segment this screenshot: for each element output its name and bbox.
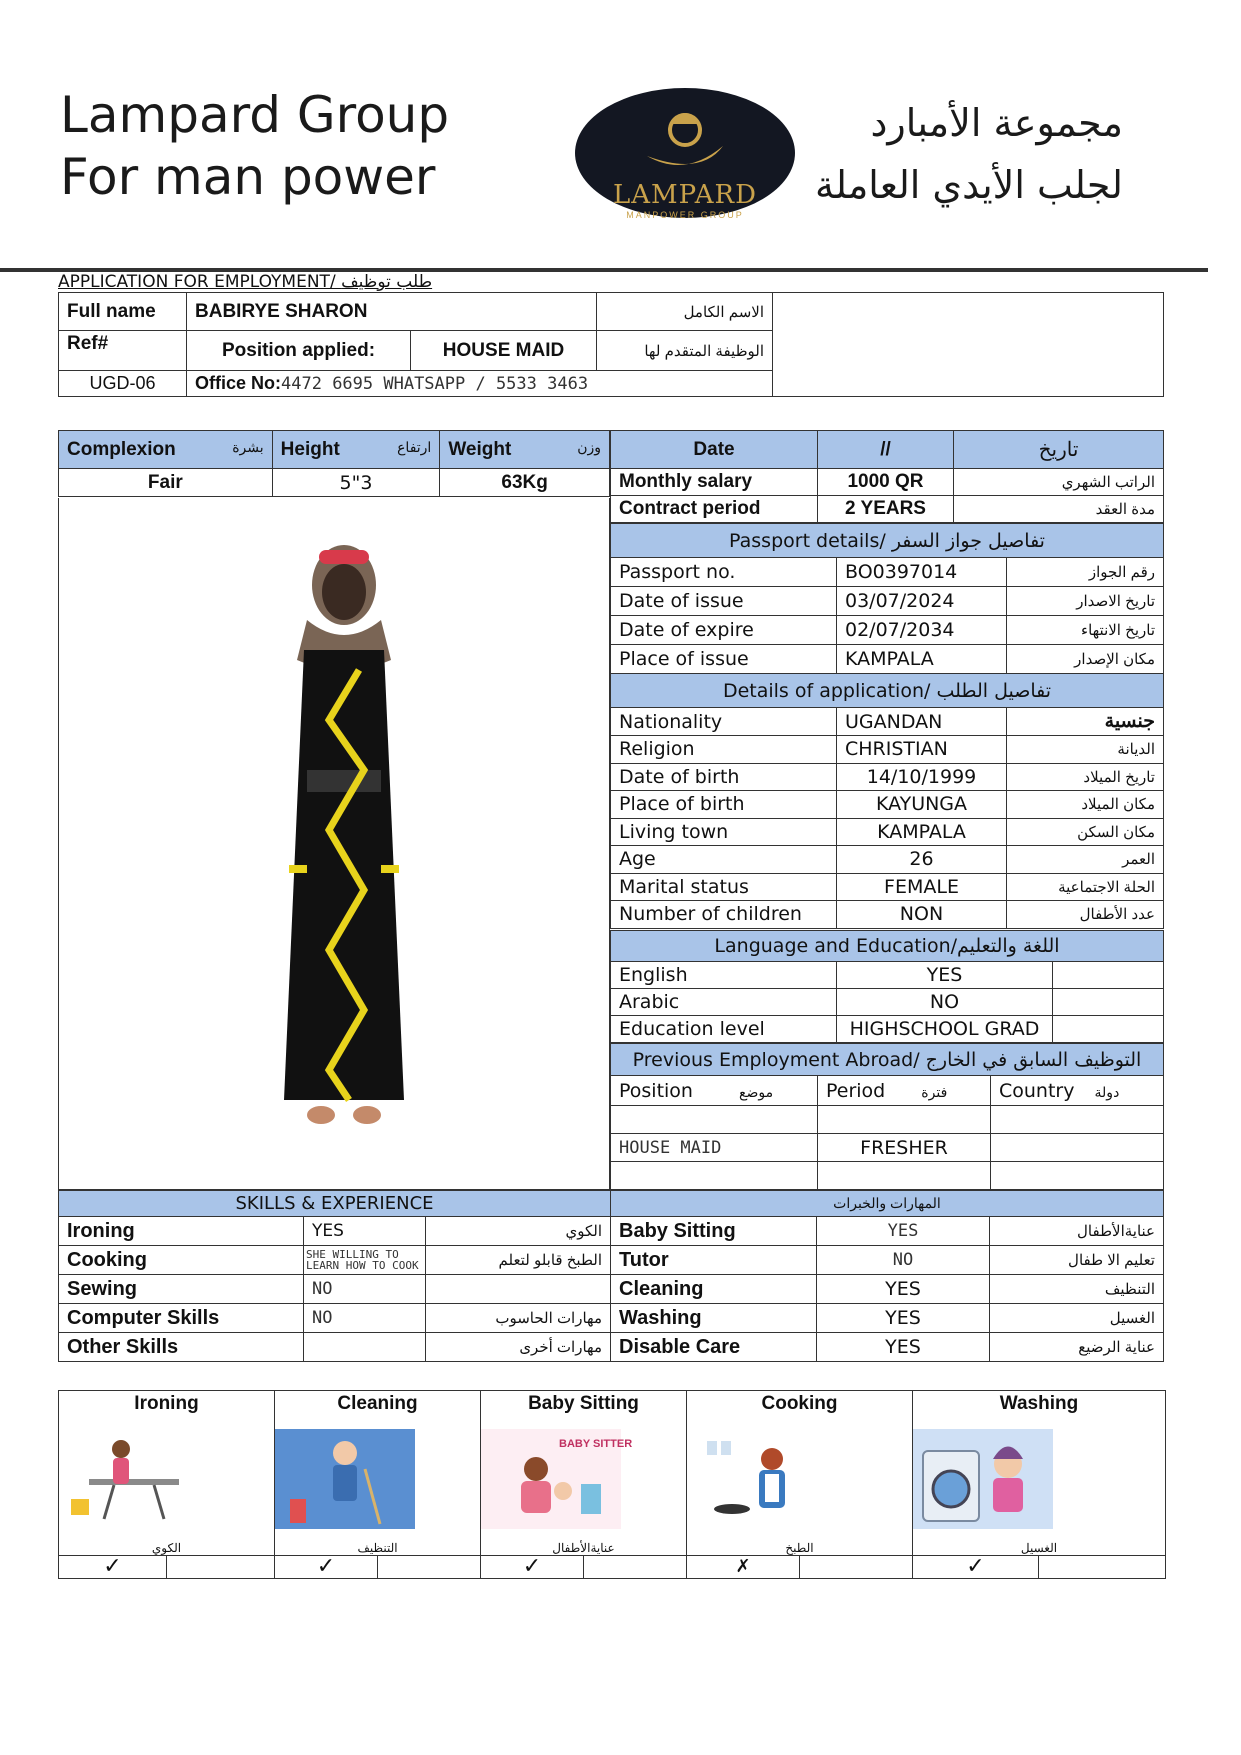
baby-sitting-check-mark: ✓ — [481, 1556, 584, 1578]
complexion-label: Complexion — [67, 438, 176, 460]
details-heading: Details of application/ تفاصيل الطلب — [611, 674, 1164, 708]
height-ar: ارتفاع — [397, 438, 432, 455]
children-label: Number of children — [611, 901, 837, 929]
skill-tutor-label: Tutor — [611, 1246, 817, 1275]
passport-no-label: Passport no. — [611, 558, 837, 587]
date-ar: تاريخ — [954, 431, 1164, 469]
age-label: Age — [611, 846, 837, 874]
height-value: 5"3 — [272, 469, 440, 497]
emp-country-header — [991, 1076, 1164, 1106]
english-label: English — [611, 962, 837, 989]
skill-disable-care-ar: عناية الرضيع — [990, 1333, 1164, 1362]
icon-cell-washing — [913, 1391, 1166, 1556]
skills-heading-en: SKILLS & EXPERIENCE — [59, 1191, 611, 1217]
physical-table — [58, 430, 610, 497]
age-ar: العمر — [1007, 846, 1164, 874]
issue-date-ar: تاريخ الاصدار — [1007, 587, 1164, 616]
passport-heading: Passport details/ تفاصيل جواز السفر — [611, 524, 1164, 558]
language-heading: Language and Education/اللغة والتعليم — [611, 931, 1164, 962]
baby-sitting-icon — [481, 1429, 633, 1529]
skill-washing-ar: الغسيل — [990, 1304, 1164, 1333]
emp-position-ar: موضع — [739, 1084, 774, 1101]
living-town-value: KAMPALA — [837, 818, 1007, 846]
washing-icon — [913, 1429, 1053, 1529]
blank-cell — [818, 1106, 991, 1134]
passport-table — [610, 523, 1164, 674]
english-value: YES — [837, 962, 1053, 989]
marital-status-label: Marital status — [611, 873, 837, 901]
washing-check-mark: ✓ — [913, 1556, 1039, 1578]
skills-heading-ar: المهارات والخبرات — [611, 1191, 1164, 1217]
position-value: HOUSE MAID — [411, 331, 597, 371]
religion-value: CHRISTIAN — [837, 736, 1007, 764]
blank-cell — [991, 1106, 1164, 1134]
marital-status-ar: الحلة الاجتماعية — [1007, 873, 1164, 901]
skill-cleaning-value: YES — [817, 1275, 990, 1304]
blank-cell — [584, 1556, 686, 1578]
icon-cell-cleaning — [275, 1391, 481, 1556]
full-name-value: BABIRYE SHARON — [187, 293, 597, 331]
issue-date-label: Date of issue — [611, 587, 837, 616]
blank-cell — [1039, 1556, 1165, 1578]
weight-ar: وزن — [577, 438, 601, 455]
company-ar-line-1: مجموعة الأمبارد — [870, 101, 1123, 145]
expire-date-ar: تاريخ الانتهاء — [1007, 616, 1164, 645]
birth-place-ar: مكان الميلاد — [1007, 791, 1164, 819]
skill-ironing-value: YES — [304, 1217, 426, 1246]
company-name-ar — [815, 92, 1123, 216]
salary-ar: الراتب الشهري — [954, 469, 1164, 496]
skill-babysitting-label: Baby Sitting — [611, 1217, 817, 1246]
logo-subtitle: MANPOWER GROUP — [626, 210, 744, 220]
emp-position-header — [611, 1076, 818, 1106]
date-label: Date — [611, 431, 818, 469]
skill-tutor-value: NO — [817, 1246, 990, 1275]
salary-label: Monthly salary — [611, 469, 818, 496]
blank-cell — [991, 1134, 1164, 1162]
skill-tutor-ar: تعليم الا طفال — [990, 1246, 1164, 1275]
education-value: HIGHSCHOOL GRAD — [837, 1016, 1053, 1043]
office-label: Office No: — [195, 373, 282, 393]
emp-country-ar: دولة — [1094, 1084, 1120, 1101]
blank-cell — [1053, 989, 1164, 1016]
skill-computer-ar: مهارات الحاسوب — [426, 1304, 611, 1333]
company-logo — [575, 88, 795, 218]
issue-place-label: Place of issue — [611, 645, 837, 674]
height-header — [272, 431, 440, 469]
icon-label-baby-sitting: Baby Sitting — [528, 1393, 639, 1414]
skill-cooking-ar: الطبخ قابلو لتعلم — [426, 1246, 611, 1275]
full-name-ar-label: الاسم الكامل — [597, 293, 773, 331]
blank-cell — [378, 1556, 480, 1578]
weight-value: 63Kg — [440, 469, 610, 497]
nationality-label: Nationality — [611, 708, 837, 736]
office-value: 4472 6695 WHATSAPP / 5533 3463 — [281, 374, 589, 394]
age-value: 26 — [837, 846, 1007, 874]
dob-ar: تاريخ الميلاد — [1007, 763, 1164, 791]
passport-no-value: BO0397014 — [837, 558, 1007, 587]
education-label: Education level — [611, 1016, 837, 1043]
skill-other-ar: مهارات أخرى — [426, 1333, 611, 1362]
blank-cell — [818, 1162, 991, 1190]
company-name-en — [60, 84, 449, 208]
issue-place-ar: مكان الإصدار — [1007, 645, 1164, 674]
logo-hand-icon — [575, 94, 795, 184]
mark-cell-ironing — [59, 1556, 275, 1579]
skill-sewing-ar — [426, 1275, 611, 1304]
skill-babysitting-ar: عنايةالأطفال — [990, 1217, 1164, 1246]
mark-cell-cleaning — [275, 1556, 481, 1579]
applicant-photo-frame — [58, 498, 610, 1190]
cleaning-check-mark: ✓ — [275, 1556, 378, 1578]
full-name-label: Full name — [59, 293, 187, 331]
company-line-1: Lampard Group — [60, 86, 450, 144]
position-label: Position applied: — [187, 331, 411, 371]
complexion-header — [59, 431, 273, 469]
dob-value: 14/10/1999 — [837, 763, 1007, 791]
skill-computer-value: NO — [304, 1304, 426, 1333]
applicant-photo — [269, 540, 419, 1140]
skill-cleaning-ar: التنظيف — [990, 1275, 1164, 1304]
skills-icon-strip — [58, 1390, 1166, 1579]
icon-ar-baby-sitting: عنايةالأطفال — [552, 1541, 615, 1555]
cleaning-icon — [275, 1429, 415, 1529]
dob-label: Date of birth — [611, 763, 837, 791]
skills-table — [58, 1190, 1164, 1362]
children-ar: عدد الأطفال — [1007, 901, 1164, 929]
emp-entry-position: HOUSE MAID — [611, 1134, 818, 1162]
icon-ar-cleaning: التنظيف — [357, 1541, 398, 1555]
skill-washing-label: Washing — [611, 1304, 817, 1333]
employment-heading: Previous Employment Abroad/ التوظيف السابق في الخارج — [611, 1044, 1164, 1076]
skill-babysitting-value: YES — [817, 1217, 990, 1246]
logo-name: LAMPARD — [613, 180, 757, 210]
icon-label-ironing: Ironing — [134, 1393, 199, 1414]
icon-label-cleaning: Cleaning — [337, 1393, 418, 1414]
office-number — [187, 371, 773, 397]
period-label: Contract period — [611, 496, 818, 523]
mark-cell-washing — [913, 1556, 1166, 1579]
skill-ironing-label: Ironing — [59, 1217, 304, 1246]
ironing-check-mark: ✓ — [59, 1556, 167, 1578]
position-ar-label: الوظيفة المتقدم لها — [597, 331, 773, 371]
company-line-2: For man power — [60, 148, 436, 206]
skill-cooking-value: SHE WILLING TO LEARN HOW TO COOK — [304, 1246, 426, 1275]
emp-position-label: Position — [619, 1079, 693, 1102]
cooking-cross-mark: ✗ — [687, 1556, 800, 1578]
issue-place-value: KAMPALA — [837, 645, 1007, 674]
blank-cell — [773, 293, 1164, 397]
icon-cell-baby-sitting — [481, 1391, 687, 1556]
company-ar-line-2: لجلب الأيدي العاملة — [814, 163, 1123, 207]
emp-entry-period: FRESHER — [818, 1134, 991, 1162]
contract-table — [610, 430, 1164, 523]
skill-other-label: Other Skills — [59, 1333, 304, 1362]
emp-country-label: Country — [999, 1079, 1075, 1102]
icon-ar-cooking: الطبخ — [785, 1541, 814, 1555]
icon-ar-washing: الغسيل — [1020, 1541, 1058, 1555]
icon-ar-ironing: الكوي — [151, 1541, 182, 1555]
icon-cell-ironing — [59, 1391, 275, 1556]
blank-cell — [1053, 1016, 1164, 1043]
nationality-ar: جنسية — [1007, 708, 1164, 736]
icon-label-washing: Washing — [999, 1393, 1079, 1414]
complexion-ar: بشرة — [232, 438, 264, 455]
icon-label-cooking: Cooking — [761, 1393, 838, 1414]
height-label: Height — [280, 438, 340, 460]
weight-header — [440, 431, 610, 469]
mark-cell-baby-sitting — [481, 1556, 687, 1579]
ref-value: UGD-06 — [59, 371, 187, 397]
weight-label: Weight — [448, 438, 512, 460]
salary-value: 1000 QR — [818, 469, 954, 496]
language-table — [610, 930, 1164, 1043]
skill-computer-label: Computer Skills — [59, 1304, 304, 1333]
date-value: // — [818, 431, 954, 469]
birth-place-value: KAYUNGA — [837, 791, 1007, 819]
mark-cell-cooking — [687, 1556, 913, 1579]
expire-date-value: 02/07/2034 — [837, 616, 1007, 645]
skill-disable-care-label: Disable Care — [611, 1333, 817, 1362]
skill-cooking-label: Cooking — [59, 1246, 304, 1275]
issue-date-value: 03/07/2024 — [837, 587, 1007, 616]
living-town-ar: مكان السكن — [1007, 818, 1164, 846]
blank-cell — [611, 1106, 818, 1134]
form-title: APPLICATION FOR EMPLOYMENT/ طلب توظيف — [58, 272, 433, 292]
skill-disable-care-value: YES — [817, 1333, 990, 1362]
religion-label: Religion — [611, 736, 837, 764]
blank-cell — [991, 1162, 1164, 1190]
icon-cell-cooking — [687, 1391, 913, 1556]
living-town-label: Living town — [611, 818, 837, 846]
applicant-table — [58, 292, 1164, 397]
marital-status-value: FEMALE — [837, 873, 1007, 901]
skill-ironing-ar: الكوي — [426, 1217, 611, 1246]
blank-cell — [167, 1556, 274, 1578]
birth-place-label: Place of birth — [611, 791, 837, 819]
passport-no-ar: رقم الجواز — [1007, 558, 1164, 587]
skill-washing-value: YES — [817, 1304, 990, 1333]
baby-sitter-badge-text: BABY SITTER — [559, 1438, 633, 1450]
complexion-value: Fair — [59, 469, 273, 497]
emp-period-header — [818, 1076, 991, 1106]
religion-ar: الديانة — [1007, 736, 1164, 764]
details-table — [610, 673, 1164, 929]
emp-period-ar: فترة — [921, 1084, 948, 1101]
employment-table — [610, 1043, 1164, 1190]
cooking-icon — [687, 1429, 827, 1529]
skill-cleaning-label: Cleaning — [611, 1275, 817, 1304]
emp-period-label: Period — [826, 1079, 886, 1102]
blank-cell — [800, 1556, 912, 1578]
expire-date-label: Date of expire — [611, 616, 837, 645]
skill-sewing-value: NO — [304, 1275, 426, 1304]
arabic-value: NO — [837, 989, 1053, 1016]
arabic-label: Arabic — [611, 989, 837, 1016]
children-value: NON — [837, 901, 1007, 929]
skill-sewing-label: Sewing — [59, 1275, 304, 1304]
period-value: 2 YEARS — [818, 496, 954, 523]
blank-cell — [1053, 962, 1164, 989]
blank-cell — [611, 1162, 818, 1190]
ironing-icon — [59, 1429, 199, 1529]
skill-other-value — [304, 1333, 426, 1362]
ref-label: Ref# — [59, 331, 187, 371]
nationality-value: UGANDAN — [837, 708, 1007, 736]
period-ar: مدة العقد — [954, 496, 1164, 523]
